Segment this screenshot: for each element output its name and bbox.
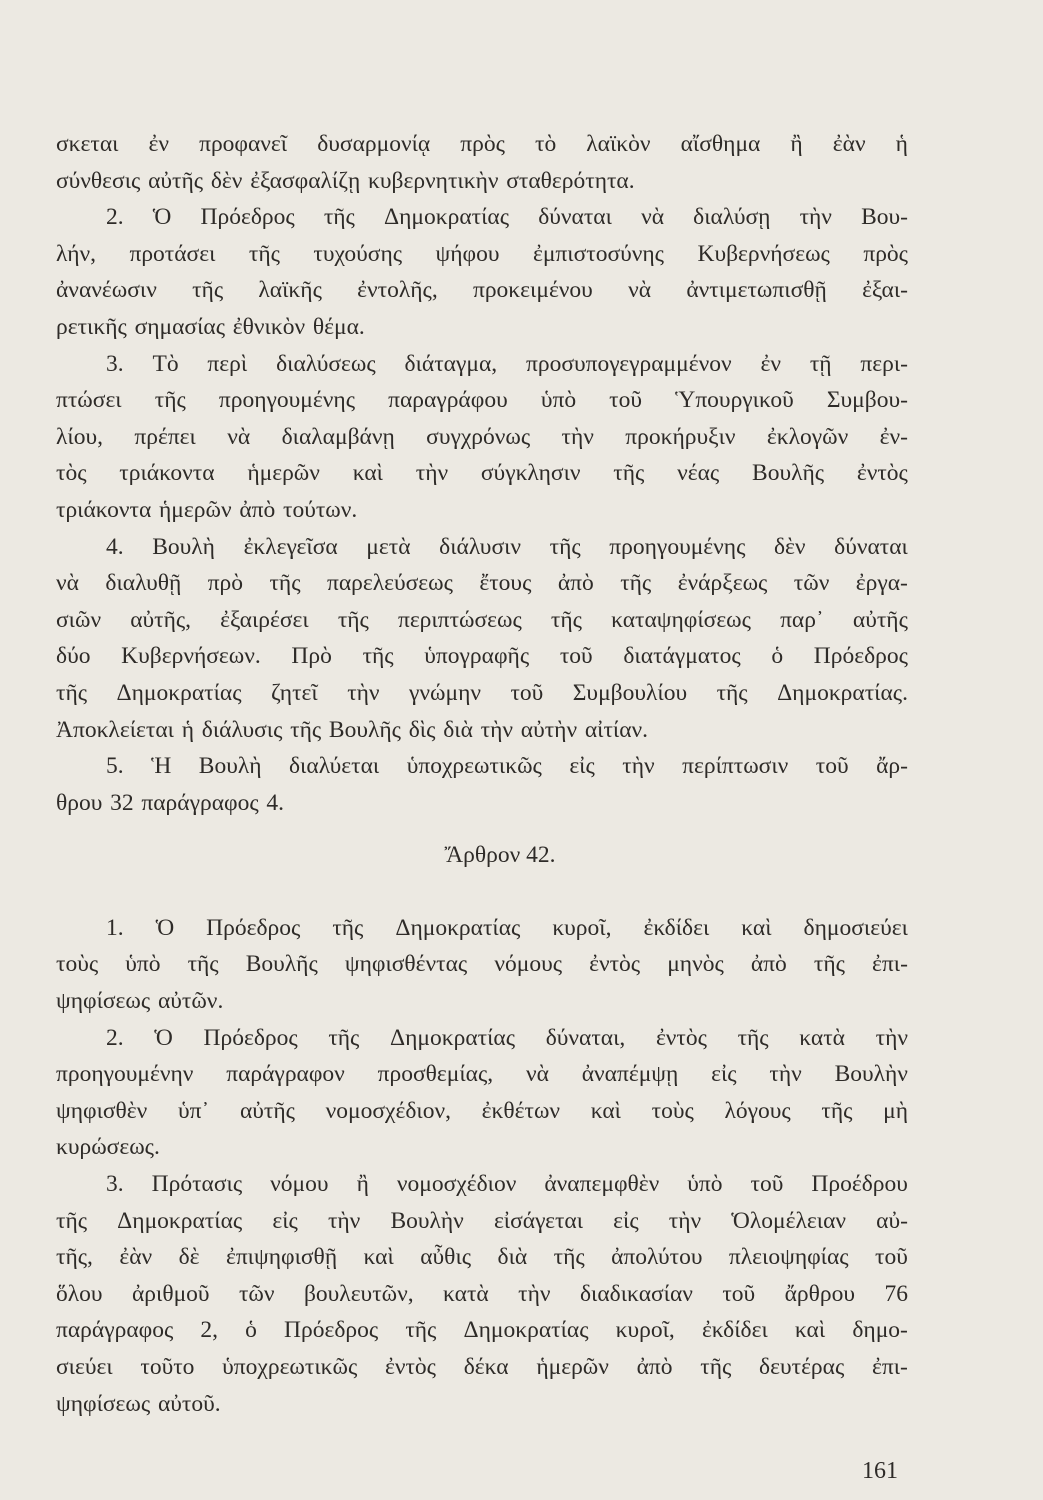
text-line: τῆς Δημοκρατίας εἰς τὴν Βουλὴν εἰσάγεται εἰς τὴν Ὁλομέλειαν αὐ- [56, 1207, 908, 1234]
text-line: λίου, πρέπει νὰ διαλαμβάνῃ συγχρόνως τὴν προκήρυξιν ἐκλογῶν ἐν- [56, 423, 908, 450]
text-line: ὅλου ἀριθμοῦ τῶν βουλευτῶν, κατὰ τὴν διαδικασίαν τοῦ ἄρθρου 76 [56, 1280, 908, 1307]
paragraph-5-line: 5. Ἡ Βουλὴ διαλύεται ὑποχρεωτικῶς εἰς τὴν περίπτωσιν τοῦ ἄρ- [106, 753, 908, 780]
text-line: δύο Κυβερνήσεων. Πρὸ τῆς ὑπογραφῆς τοῦ διατάγματος ὁ Πρόεδρος [56, 643, 908, 670]
text-line: νὰ διαλυθῇ πρὸ τῆς παρελεύσεως ἔτους ἀπὸ τῆς ἐνάρξεως τῶν ἐργα- [56, 570, 908, 597]
text-line: ψηφισθὲν ὑπ᾿ αὐτῆς νομοσχέδιον, ἐκθέτων καὶ τοὺς λόγους τῆς μὴ [56, 1097, 908, 1124]
text-line: τοὺς ὑπὸ τῆς Βουλῆς ψηφισθέντας νόμους ἐντὸς μηνὸς ἀπὸ τῆς ἐπι- [56, 951, 908, 978]
paragraph-4-line: 4. Βουλὴ ἐκλεγεῖσα μετὰ διάλυσιν τῆς προηγουμένης δὲν δύναται [106, 533, 908, 560]
article-41-continued [56, 126, 908, 821]
text-line: ἀνανέωσιν τῆς λαϊκῆς ἐντολῆς, προκειμένου νὰ ἀντιμετωπισθῇ ἐξαι- [56, 277, 908, 304]
page-number: 161 [862, 1458, 898, 1484]
paragraph-2-line: 2. Ὁ Πρόεδρος τῆς Δημοκρατίας δύναται νὰ διαλύσῃ τὴν Βου- [106, 204, 908, 231]
text-line: σιῶν αὐτῆς, ἐξαιρέσει τῆς περιπτώσεως τῆς καταψηφίσεως παρ᾿ αὐτῆς [56, 606, 908, 633]
text-line: προηγουμένην παράγραφον προσθεμίας, νὰ ἀναπέμψῃ εἰς τὴν Βουλὴν [56, 1061, 908, 1088]
article-42-heading: Ἄρθρον 42. [444, 842, 556, 869]
text-line: ρετικῆς σημασίας ἐθνικὸν θέμα. [56, 313, 365, 340]
text-line: παράγραφος 2, ὁ Πρόεδρος τῆς Δημοκρατίας κυροῖ, ἐκδίδει καὶ δημο- [56, 1317, 908, 1344]
text-line: ψηφίσεως αὐτῶν. [56, 988, 224, 1015]
text-line: σκεται ἐν προφανεῖ δυσαρμονίᾳ πρὸς τὸ λαϊκὸν αἴσθημα ἢ ἐὰν ἡ [56, 131, 908, 157]
page-text [56, 126, 908, 1422]
text-line: τῆς, ἐὰν δὲ ἐπιψηφισθῇ καὶ αὖθις διὰ τῆς ἀπολύτου πλειοψηφίας τοῦ [56, 1244, 908, 1271]
paragraph-1-line: 1. Ὁ Πρόεδρος τῆς Δημοκρατίας κυροῖ, ἐκδίδει καὶ δημοσιεύει [106, 914, 908, 941]
text-line: πτώσει τῆς προηγουμένης παραγράφου ὑπὸ τοῦ Ὑπουργικοῦ Συμβου- [56, 387, 908, 414]
text-line: τὸς τριάκοντα ἡμερῶν καὶ τὴν σύγκλησιν τῆς νέας Βουλῆς ἐντὸς [56, 460, 908, 487]
article-42 [56, 910, 908, 1422]
text-line: λήν, προτάσει τῆς τυχούσης ψήφου ἐμπιστοσύνης Κυβερνήσεως πρὸς [56, 240, 908, 267]
text-line: ψηφίσεως αὐτοῦ. [56, 1390, 221, 1417]
text-line: σύνθεσις αὐτῆς δὲν ἐξασφαλίζῃ κυβερνητικὴν σταθερότητα. [56, 167, 635, 194]
text-line: κυρώσεως. [56, 1134, 160, 1161]
paragraph-3-line: 3. Τὸ περὶ διαλύσεως διάταγμα, προσυπογεγραμμένον ἐν τῇ περι- [106, 350, 908, 377]
text-line: σιεύει τοῦτο ὑποχρεωτικῶς ἐντὸς δέκα ἡμερῶν ἀπὸ τῆς δευτέρας ἐπι- [56, 1354, 908, 1380]
text-line: θρου 32 παράγραφος 4. [56, 789, 285, 816]
paragraph-2-line: 2. Ὁ Πρόεδρος τῆς Δημοκρατίας δύναται, ἐντὸς τῆς κατὰ τὴν [106, 1024, 908, 1051]
text-line: Ἀποκλείεται ἡ διάλυσις τῆς Βουλῆς δὶς διὰ τὴν αὐτὴν αἰτίαν. [56, 716, 649, 743]
text-line: τριάκοντα ἡμερῶν ἀπὸ τούτων. [56, 496, 358, 523]
text-line: τῆς Δημοκρατίας ζητεῖ τὴν γνώμην τοῦ Συμβουλίου τῆς Δημοκρατίας. [56, 679, 908, 706]
paragraph-3-line: 3. Πρότασις νόμου ἢ νομοσχέδιον ἀναπεμφθὲν ὑπὸ τοῦ Προέδρου [106, 1171, 908, 1198]
